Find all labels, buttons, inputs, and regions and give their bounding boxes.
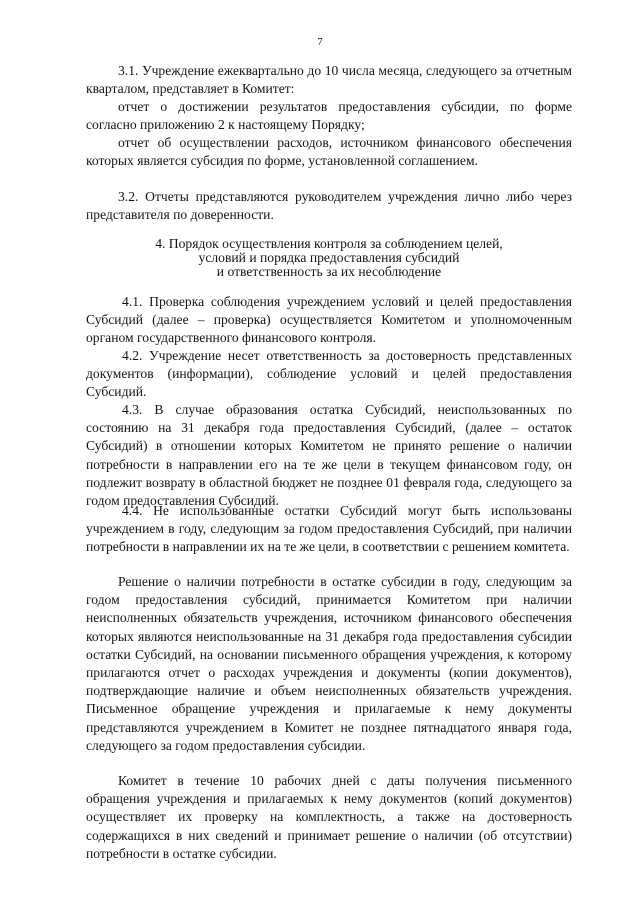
section-4-heading-line-2: условий и порядка предоставления субсидий xyxy=(198,250,460,265)
paragraph-3-1: 3.1. Учреждение ежеквартально до 10 числа месяца, следующего за отчетным кварталом, представляет в Комитет: xyxy=(86,63,572,97)
section-4-heading-line-3: и ответственность за их несоблюдение xyxy=(216,264,442,279)
paragraph-3-1-report-results: отчет о достижении результатов предоставления субсидии, по форме согласно приложению 2 к настоящему Порядку; xyxy=(86,99,572,133)
page-number: 7 xyxy=(317,36,323,48)
paragraph-3-1-report-expenses: отчет об осуществлении расходов, источником финансового обеспечения которых является субсидия по форме, установленной соглашением. xyxy=(86,135,572,169)
paragraph-4-1: 4.1. Проверка соблюдения учреждением условий и целей предоставления Субсидий (далее – проверка) осуществляется Комитетом и уполномоченным органом государственного финансового контроля. xyxy=(86,294,572,346)
paragraph-4-4: 4.4. Не использованные остатки Субсидий могут быть использованы учреждением в году, следующим за годом предоставления Субсидий, при наличии потребности в направлении их на те же цели, в соответствии с решением комитета. xyxy=(86,503,572,555)
section-4-heading-line-1: 4. Порядок осуществления контроля за соблюдением целей, xyxy=(155,236,503,251)
paragraph-3-2: 3.2. Отчеты представляются руководителем учреждения лично либо через представителя по доверенности. xyxy=(86,189,572,223)
paragraph-decision: Решение о наличии потребности в остатке субсидии в году, следующим за годом предоставления субсидий, принимается Комитетом при наличии неисполненных обязательств учреждения, источником финансового обеспечения которых являются неиспользованные на 31 декабря года предоставления субсидии остатки Субсидий, на основании письменного обращения учреждения, к которому прилагаются отчет о расходах учреждения и документы (копии документов), подтверждающие наличие и объем неисполненных обязательств учреждения. Письменное обращение учреждения и прилагаемые к нему документы представляются учреждением в Комитет не позднее пятнадцатого января года, следующего за годом предоставления субсидии. xyxy=(86,574,572,753)
paragraph-committee-review: Комитет в течение 10 рабочих дней с даты получения письменного обращения учреждения и прилагаемых к нему документов (копий документов) осуществляет их проверку на комплектность, а также на достоверность содержащихся в них сведений и принимает решение о наличии (об отсутствии) потребности в остатке субсидии. xyxy=(86,773,572,861)
paragraph-4-3: 4.3. В случае образования остатка Субсидий, неиспользованных по состоянию на 31 декабря года предоставления Субсидий, (далее – остаток Субсидий) в отношении которых Комитетом не принято решение о наличии потребности в направлении его на те же цели в текущем финансовом году, он подлежит возврату в областной бюджет не позднее 01 февраля года, следующего за годом предоставления Субсидий. xyxy=(86,402,572,509)
paragraph-4-2: 4.2. Учреждение несет ответственность за достоверность представленных документов (информации), соблюдение условий и целей предоставления Субсидий. xyxy=(86,348,572,400)
